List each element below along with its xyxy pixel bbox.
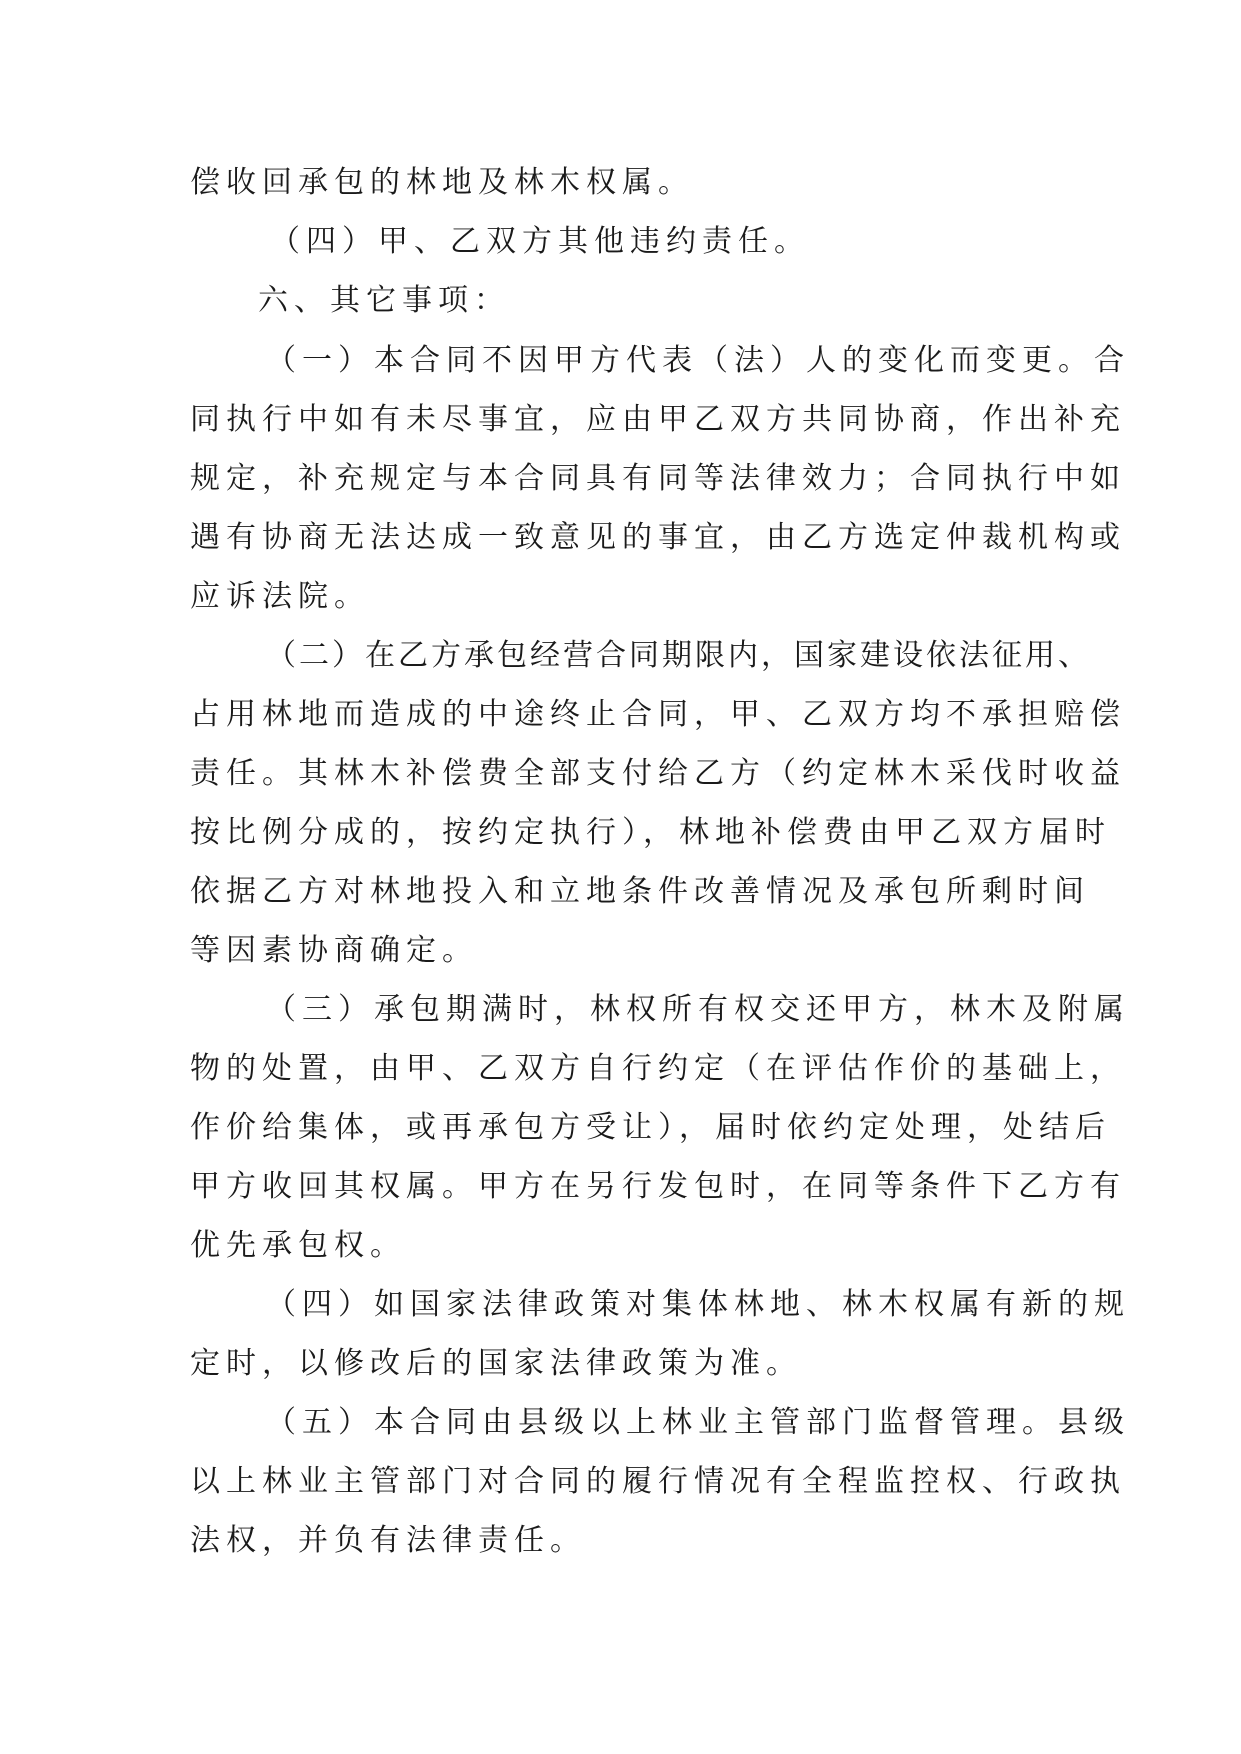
text-line: （四）甲、乙双方其他违约责任。 (270, 224, 810, 259)
text-line: 法权，并负有法律责任。 (190, 1523, 586, 1558)
text-line: 作价给集体，或再承包方受让），届时依约定处理，处结后 (190, 1110, 1111, 1145)
text-line: 等因素协商确定。 (190, 933, 478, 968)
text-line: （四）如国家法律政策对集体林地、林木权属有新的规 (266, 1287, 1130, 1322)
text-line: 同执行中如有未尽事宜，应由甲乙双方共同协商，作出补充 (190, 402, 1126, 437)
text-line: 定时，以修改后的国家法律政策为准。 (190, 1346, 802, 1381)
text-line: 以上林业主管部门对合同的履行情况有全程监控权、行政执 (190, 1464, 1126, 1499)
text-line: 遇有协商无法达成一致意见的事宜，由乙方选定仲裁机构或 (190, 520, 1126, 555)
text-line: （二）在乙方承包经营合同期限内，国家建设依法征用、 (266, 638, 1091, 673)
text-line: 物的处置，由甲、乙双方自行约定（在评估作价的基础上， (190, 1051, 1126, 1086)
text-line: 优先承包权。 (190, 1228, 406, 1263)
text-line: 占用林地而造成的中途终止合同，甲、乙双方均不承担赔偿 (190, 697, 1126, 732)
text-line: 甲方收回其权属。甲方在另行发包时，在同等条件下乙方有 (190, 1169, 1126, 1204)
text-line: 应诉法院。 (190, 579, 370, 614)
text-line: 规定，补充规定与本合同具有同等法律效力；合同执行中如 (190, 461, 1126, 496)
text-line: 按比例分成的，按约定执行），林地补偿费由甲乙双方届时 (190, 815, 1111, 850)
text-line: （三）承包期满时，林权所有权交还甲方，林木及附属 (266, 992, 1130, 1027)
text-line: （一）本合同不因甲方代表（法）人的变化而变更。合 (266, 343, 1130, 378)
section-heading: 六、其它事项： (258, 283, 510, 318)
text-line: （五）本合同由县级以上林业主管部门监督管理。县级 (266, 1405, 1130, 1440)
text-line: 责任。其林木补偿费全部支付给乙方（约定林木采伐时收益 (190, 756, 1126, 791)
text-line: 依据乙方对林地投入和立地条件改善情况及承包所剩时间 (190, 874, 1090, 909)
text-line: 偿收回承包的林地及林木权属。 (190, 165, 694, 200)
